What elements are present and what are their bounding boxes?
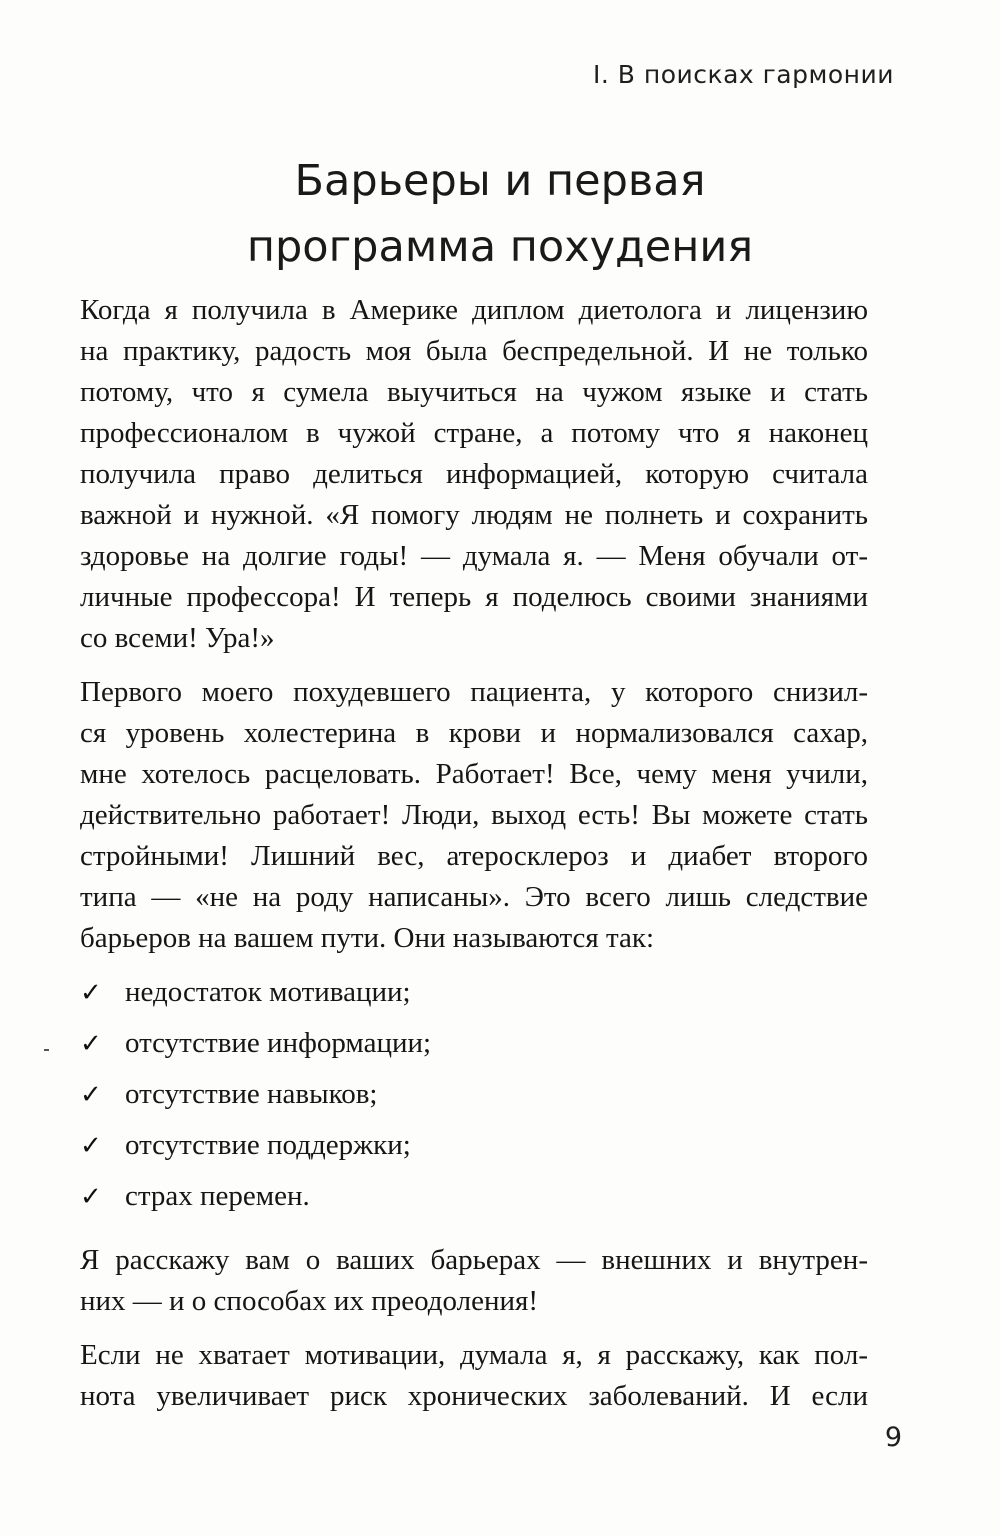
paragraph-2 bbox=[80, 672, 868, 959]
barriers-checklist bbox=[80, 972, 868, 1227]
text-line: профессионалом в чужой стране, а потому что я наконец bbox=[80, 417, 868, 449]
text-line: Если не хватает мотивации, думала я, я расскажу, как пол- bbox=[80, 1339, 868, 1371]
running-header: I. В поисках гармонии bbox=[593, 60, 894, 89]
text-line: барьеров на вашем пути. Они называются так: bbox=[80, 922, 655, 954]
paragraph-4 bbox=[80, 1335, 868, 1417]
checklist-item bbox=[80, 972, 868, 1023]
page-number: 9 bbox=[884, 1422, 902, 1453]
margin-mark bbox=[44, 1049, 49, 1051]
text-line: действительно работает! Люди, выход есть! Вы можете стать bbox=[80, 799, 868, 831]
chapter-title-line: программа похудения bbox=[246, 222, 754, 272]
text-line: потому, что я сумела выучиться на чужом языке и стать bbox=[80, 376, 868, 408]
text-line: Первого моего похудевшего пациента, у которого снизил- bbox=[80, 676, 868, 708]
checkmark-icon: ✓ bbox=[80, 1131, 102, 1161]
text-line: типа — «не на роду написаны». Это всего лишь следствие bbox=[80, 881, 868, 913]
text-line: личные профессора! И теперь я поделюсь своими знаниями bbox=[80, 581, 868, 613]
text-line: важной и нужной. «Я помогу людям не полнеть и сохранить bbox=[80, 499, 868, 531]
text-line: нота увеличивает риск хронических заболеваний. И если bbox=[80, 1380, 868, 1412]
chapter-title bbox=[0, 148, 1000, 280]
text-line: здоровье на долгие годы! — думала я. — Меня обучали от- bbox=[80, 540, 868, 572]
chapter-title-line: Барьеры и первая bbox=[294, 156, 706, 206]
checklist-item-label: страх перемен. bbox=[125, 1180, 310, 1212]
checklist-item-label: недостаток мотивации; bbox=[125, 976, 411, 1008]
body-text bbox=[80, 290, 868, 1430]
checklist-item-label: отсутствие поддержки; bbox=[125, 1129, 411, 1161]
checklist-item-label: отсутствие навыков; bbox=[125, 1078, 378, 1110]
text-line: мне хотелось расцеловать. Работает! Все, чему меня учили, bbox=[80, 758, 868, 790]
checklist-item bbox=[80, 1176, 868, 1227]
checklist-item bbox=[80, 1074, 868, 1125]
text-line: на практику, радость моя была беспредельной. И не только bbox=[80, 335, 868, 367]
checklist-item bbox=[80, 1125, 868, 1176]
text-line: ся уровень холестерина в крови и нормализовался сахар, bbox=[80, 717, 868, 749]
text-line: стройными! Лишний вес, атеросклероз и диабет второго bbox=[80, 840, 868, 872]
checklist-item-label: отсутствие информации; bbox=[125, 1027, 432, 1059]
checkmark-icon: ✓ bbox=[80, 1182, 102, 1212]
paragraph-3 bbox=[80, 1240, 868, 1322]
checkmark-icon: ✓ bbox=[80, 1080, 102, 1110]
text-line: со всеми! Ура!» bbox=[80, 622, 275, 654]
checklist-item bbox=[80, 1023, 868, 1074]
text-line: Когда я получила в Америке диплом диетолога и лицензию bbox=[80, 294, 868, 326]
checkmark-icon: ✓ bbox=[80, 978, 102, 1008]
text-line: получила право делиться информацией, которую считала bbox=[80, 458, 868, 490]
paragraph-1 bbox=[80, 290, 868, 659]
text-line: Я расскажу вам о ваших барьерах — внешних и внутрен- bbox=[80, 1244, 868, 1276]
text-line: них — и о способах их преодоления! bbox=[80, 1285, 538, 1317]
checkmark-icon: ✓ bbox=[80, 1029, 102, 1059]
